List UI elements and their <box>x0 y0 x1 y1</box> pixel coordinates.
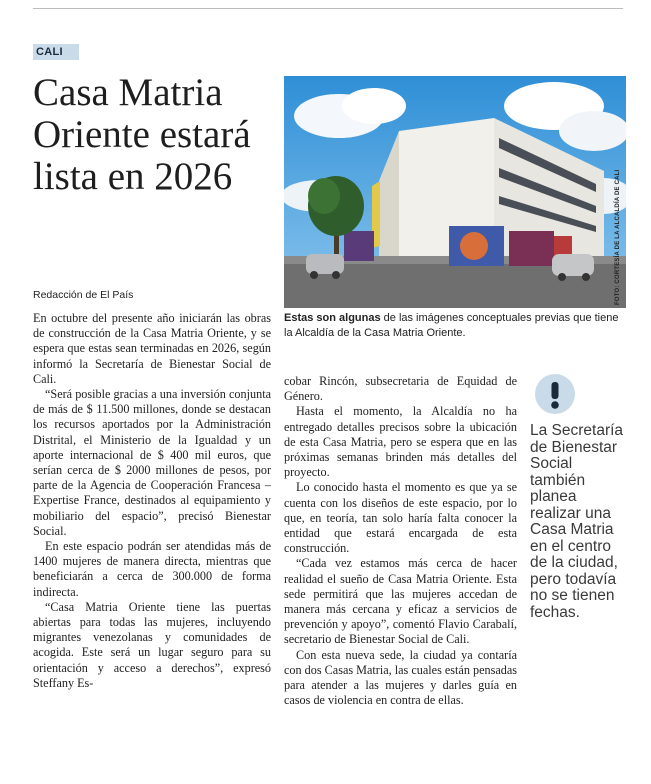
paragraph: “Será posible gracias a una inversión conjunta de más de $ 11.500 millones, donde se destacan los recursos aportados por la Administración Distrital, el Ministerio de la Igualdad y un aporte internacional de $ 400 mil euros, que serían cerca de $ 2000 millones de pesos, por parte de la Agencia de Cooperación Francesa – Expertise France, destinados al equipamiento y mobiliario del espacio”, precisó Bienestar Social. <box>33 387 271 538</box>
article-column-1 <box>33 311 271 691</box>
byline: Redacción de El País <box>33 289 134 301</box>
caption-text: de las imágenes conceptuales previas que tiene la Alcaldía de la Casa Matria Oriente. <box>284 312 619 339</box>
building-render-image <box>284 76 626 308</box>
exclamation-glyph <box>535 374 575 414</box>
paragraph: Con esta nueva sede, la ciudad ya contaría con dos Casas Matria, las cuales están pensadas para atender a las mujeres y darles guía en casos de violencia en contra de ellas. <box>284 647 517 708</box>
paragraph: “Casa Matria Oriente tiene las puertas abiertas para todas las mujeres, incluyendo migrantes venezolanas y comunidades de acogida. Este será un lugar seguro para su orientación y acceso a derechos”, expresó Steffany Es- <box>33 599 271 690</box>
photo-caption <box>284 311 624 341</box>
top-rule <box>33 8 623 9</box>
headline: Casa Matria Oriente estará lista en 2026 <box>33 71 251 198</box>
paragraph: Hasta el momento, la Alcaldía no ha entregado detalles precisos sobre la ubicación de esta Casa Matria, pero se espera que en las próximas semanas brinden más detalles del proyecto. <box>284 404 517 480</box>
article-column-2 <box>284 374 517 708</box>
paragraph: Lo conocido hasta el momento es que ya se cuenta con los diseños de este espacio, por lo que, en teoría, tan solo haría falta conocer la entidad que estará encargada de esta construcción. <box>284 480 517 556</box>
photo-credit: FOTO: CORTESÍA DE LA ALCALDÍA DE CALI <box>615 169 621 305</box>
paragraph: “Cada vez estamos más cerca de hacer realidad el sueño de Casa Matria Oriente. Esta sede permitirá que las mujeres accedan de manera más cercana y eficaz a servicios de prevención y apoyo”, comentó Flavio Carabalí, secretario de Bienestar Social de Cali. <box>284 556 517 647</box>
paragraph: cobar Rincón, subsecretaria de Equidad de Género. <box>284 374 517 404</box>
paragraph: En este espacio podrán ser atendidas más de 1400 mujeres de manera directa, mientras que beneficiarán a cerca de 300.000 de forma indirecta. <box>33 539 271 599</box>
sidebar-note: La Secretaría de Bienestar Social también planea realizar una Casa Matria en el centro de la ciudad, pero todavía no se tienen fechas. <box>530 422 624 621</box>
caption-lead: Estas son algunas <box>284 312 381 324</box>
section-tag: CALI <box>33 44 79 60</box>
paragraph: En octubre del presente año iniciarán las obras de construcción de la Casa Matria Oriente, y se espera que estas sean terminadas en 2026, según informó la Secretaría de Bienestar Social de Cali. <box>33 311 271 386</box>
building-illustration <box>284 76 626 308</box>
exclamation-icon <box>535 374 575 414</box>
